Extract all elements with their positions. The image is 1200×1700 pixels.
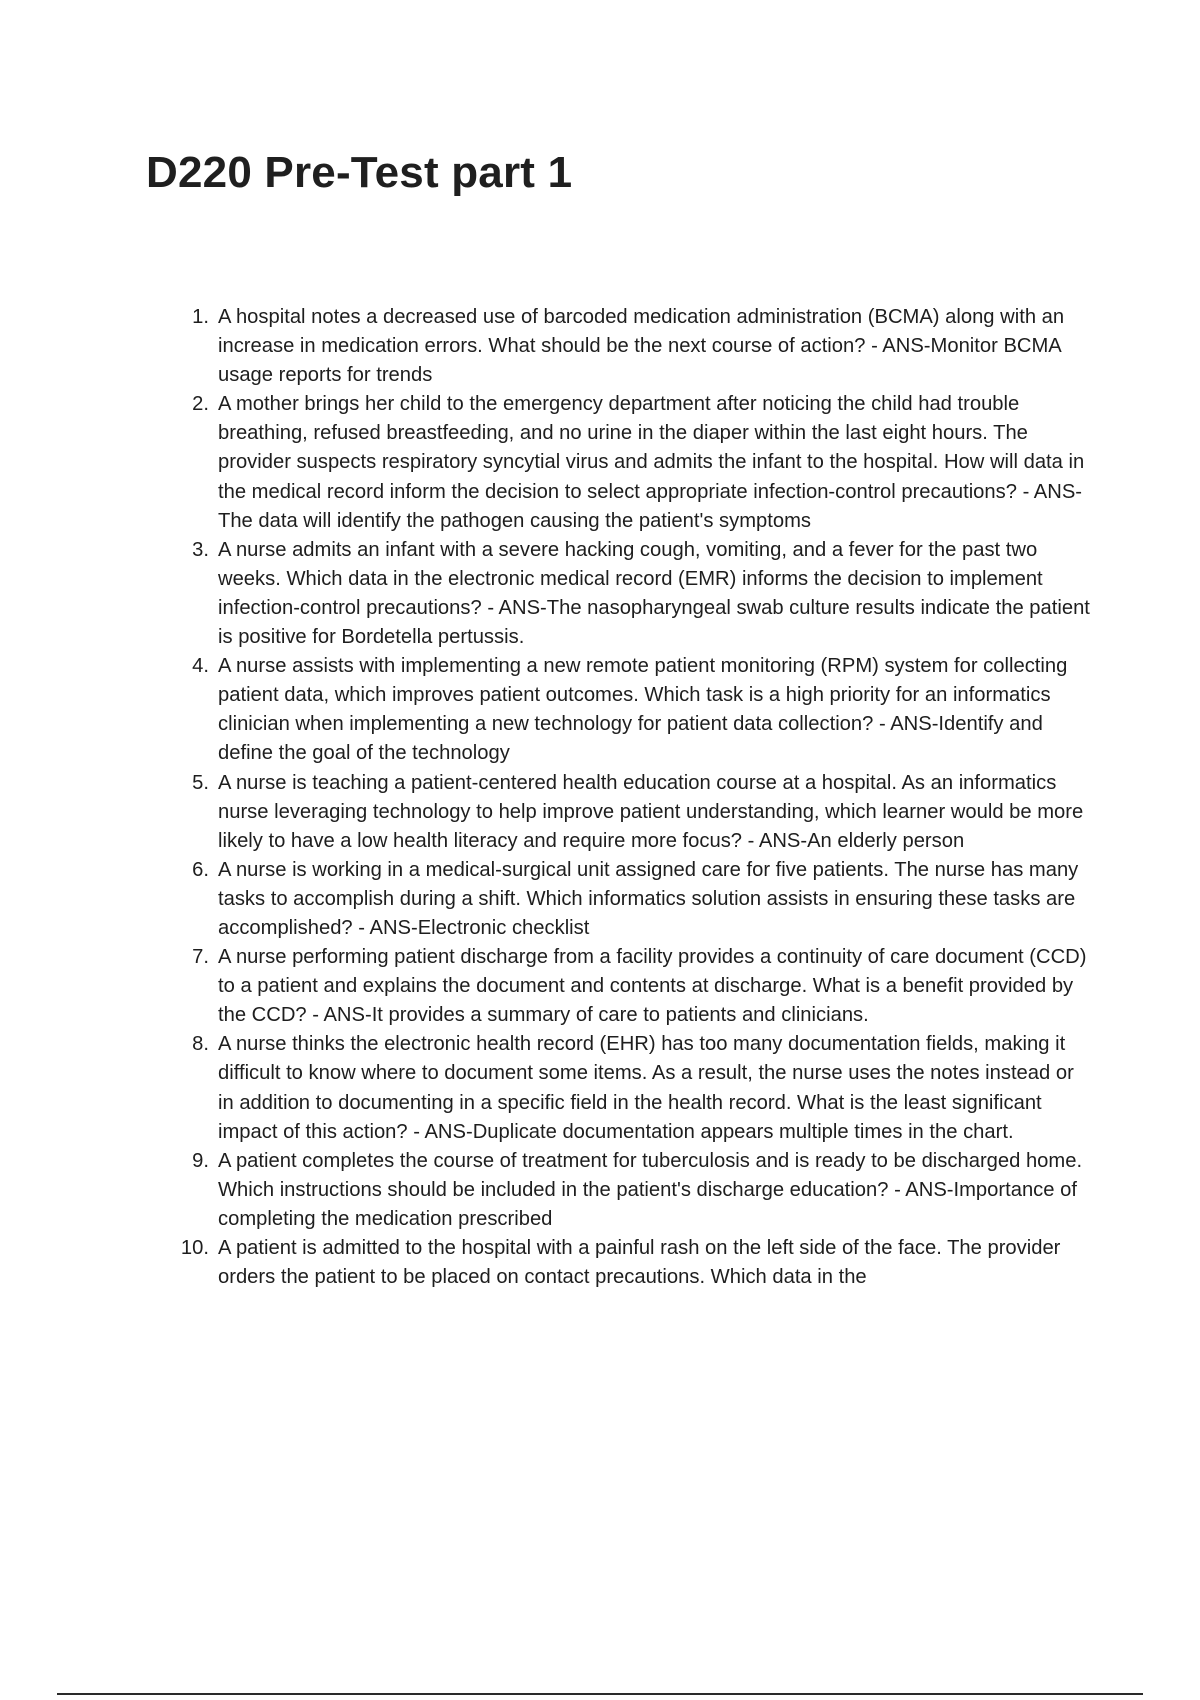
question-item-10 [180, 1234, 1092, 1292]
question-number: 10. [180, 1237, 209, 1259]
question-item-3 [192, 536, 1092, 652]
question-item-6 [192, 856, 1092, 943]
question-text: A nurse thinks the electronic health record (EHR) has too many documentation fields, making it difficult to know where to document some items. As a result, the nurse uses the notes instead or in addition to documenting in a specific field in the health record. What is the least significant impact of this action? - ANS-Duplicate documentation appears multiple times in the chart. [218, 1033, 1074, 1143]
question-item-7 [192, 943, 1092, 1030]
question-item-2 [192, 390, 1092, 535]
question-number: 4. [192, 655, 209, 678]
question-text: A mother brings her child to the emergency department after noticing the child had trouble breathing, refused breastfeeding, and no urine in the diaper within the last eight hours. The provider suspects respiratory syncytial virus and admits the infant to the hospital. How will data in the medical record inform the decision to select appropriate infection-control precautions? - ANS-The data will identify the pathogen causing the patient's symptoms [218, 393, 1085, 532]
question-number: 1. [192, 306, 209, 328]
question-number: 2. [192, 393, 209, 416]
question-text: A nurse admits an infant with a severe hacking cough, vomiting, and a fever for the past two weeks. Which data in the electronic medical record (EMR) informs the decision to implement infection-control precautions? - ANS-The nasopharyngeal swab culture results indicate the patient is positive for Bordetella pertussis. [218, 538, 1090, 649]
question-text: A patient is admitted to the hospital with a painful rash on the left side of the face. The provider orders the patient to be placed on contact precautions. Which data in the [218, 1237, 1061, 1289]
question-number: 9. [192, 1149, 209, 1172]
page-title: D220 Pre-Test part 1 [146, 148, 573, 197]
question-text: A nurse performing patient discharge from a facility provides a continuity of care document (CCD) to a patient and explains the document and contents at discharge. What is a benefit provided by the CCD? - ANS-It provides a summary of care to patients and clinicians. [218, 946, 1087, 1027]
question-item-8 [192, 1030, 1092, 1146]
question-item-5 [192, 769, 1092, 856]
question-item-4 [192, 652, 1092, 768]
footer-divider [57, 1693, 1143, 1695]
question-text: A nurse is working in a medical-surgical unit assigned care for five patients. The nurse has many tasks to accomplish during a shift. Which informatics solution assists in ensuring these tasks are accomplished? - ANS-Electronic checklist [218, 858, 1079, 939]
question-text: A hospital notes a decreased use of barcoded medication administration (BCMA) along with an increase in medication errors. What should be the next course of action? - ANS-Monitor BCMA usage reports for trends [218, 306, 1065, 387]
question-number: 3. [192, 538, 209, 561]
question-item-1 [192, 303, 1092, 390]
question-number: 5. [192, 771, 209, 794]
question-item-9 [192, 1147, 1092, 1234]
question-text: A nurse is teaching a patient-centered health education course at a hospital. As an informatics nurse leveraging technology to help improve patient understanding, which learner would be more likely to have a low health literacy and require more focus? - ANS-An elderly person [218, 771, 1084, 852]
question-number: 8. [192, 1033, 209, 1056]
question-list [180, 303, 1092, 1292]
question-text: A nurse assists with implementing a new remote patient monitoring (RPM) system for collecting patient data, which improves patient outcomes. Which task is a high priority for an informatics clinician when implementing a new technology for patient data collection? - ANS-Identify and define the goal of the technology [218, 655, 1068, 765]
question-text: A patient completes the course of treatment for tuberculosis and is ready to be discharged home. Which instructions should be included in the patient's discharge education? - ANS-Importance of completing the medication prescribed [218, 1149, 1083, 1230]
question-number: 6. [192, 858, 209, 881]
question-number: 7. [192, 946, 209, 969]
